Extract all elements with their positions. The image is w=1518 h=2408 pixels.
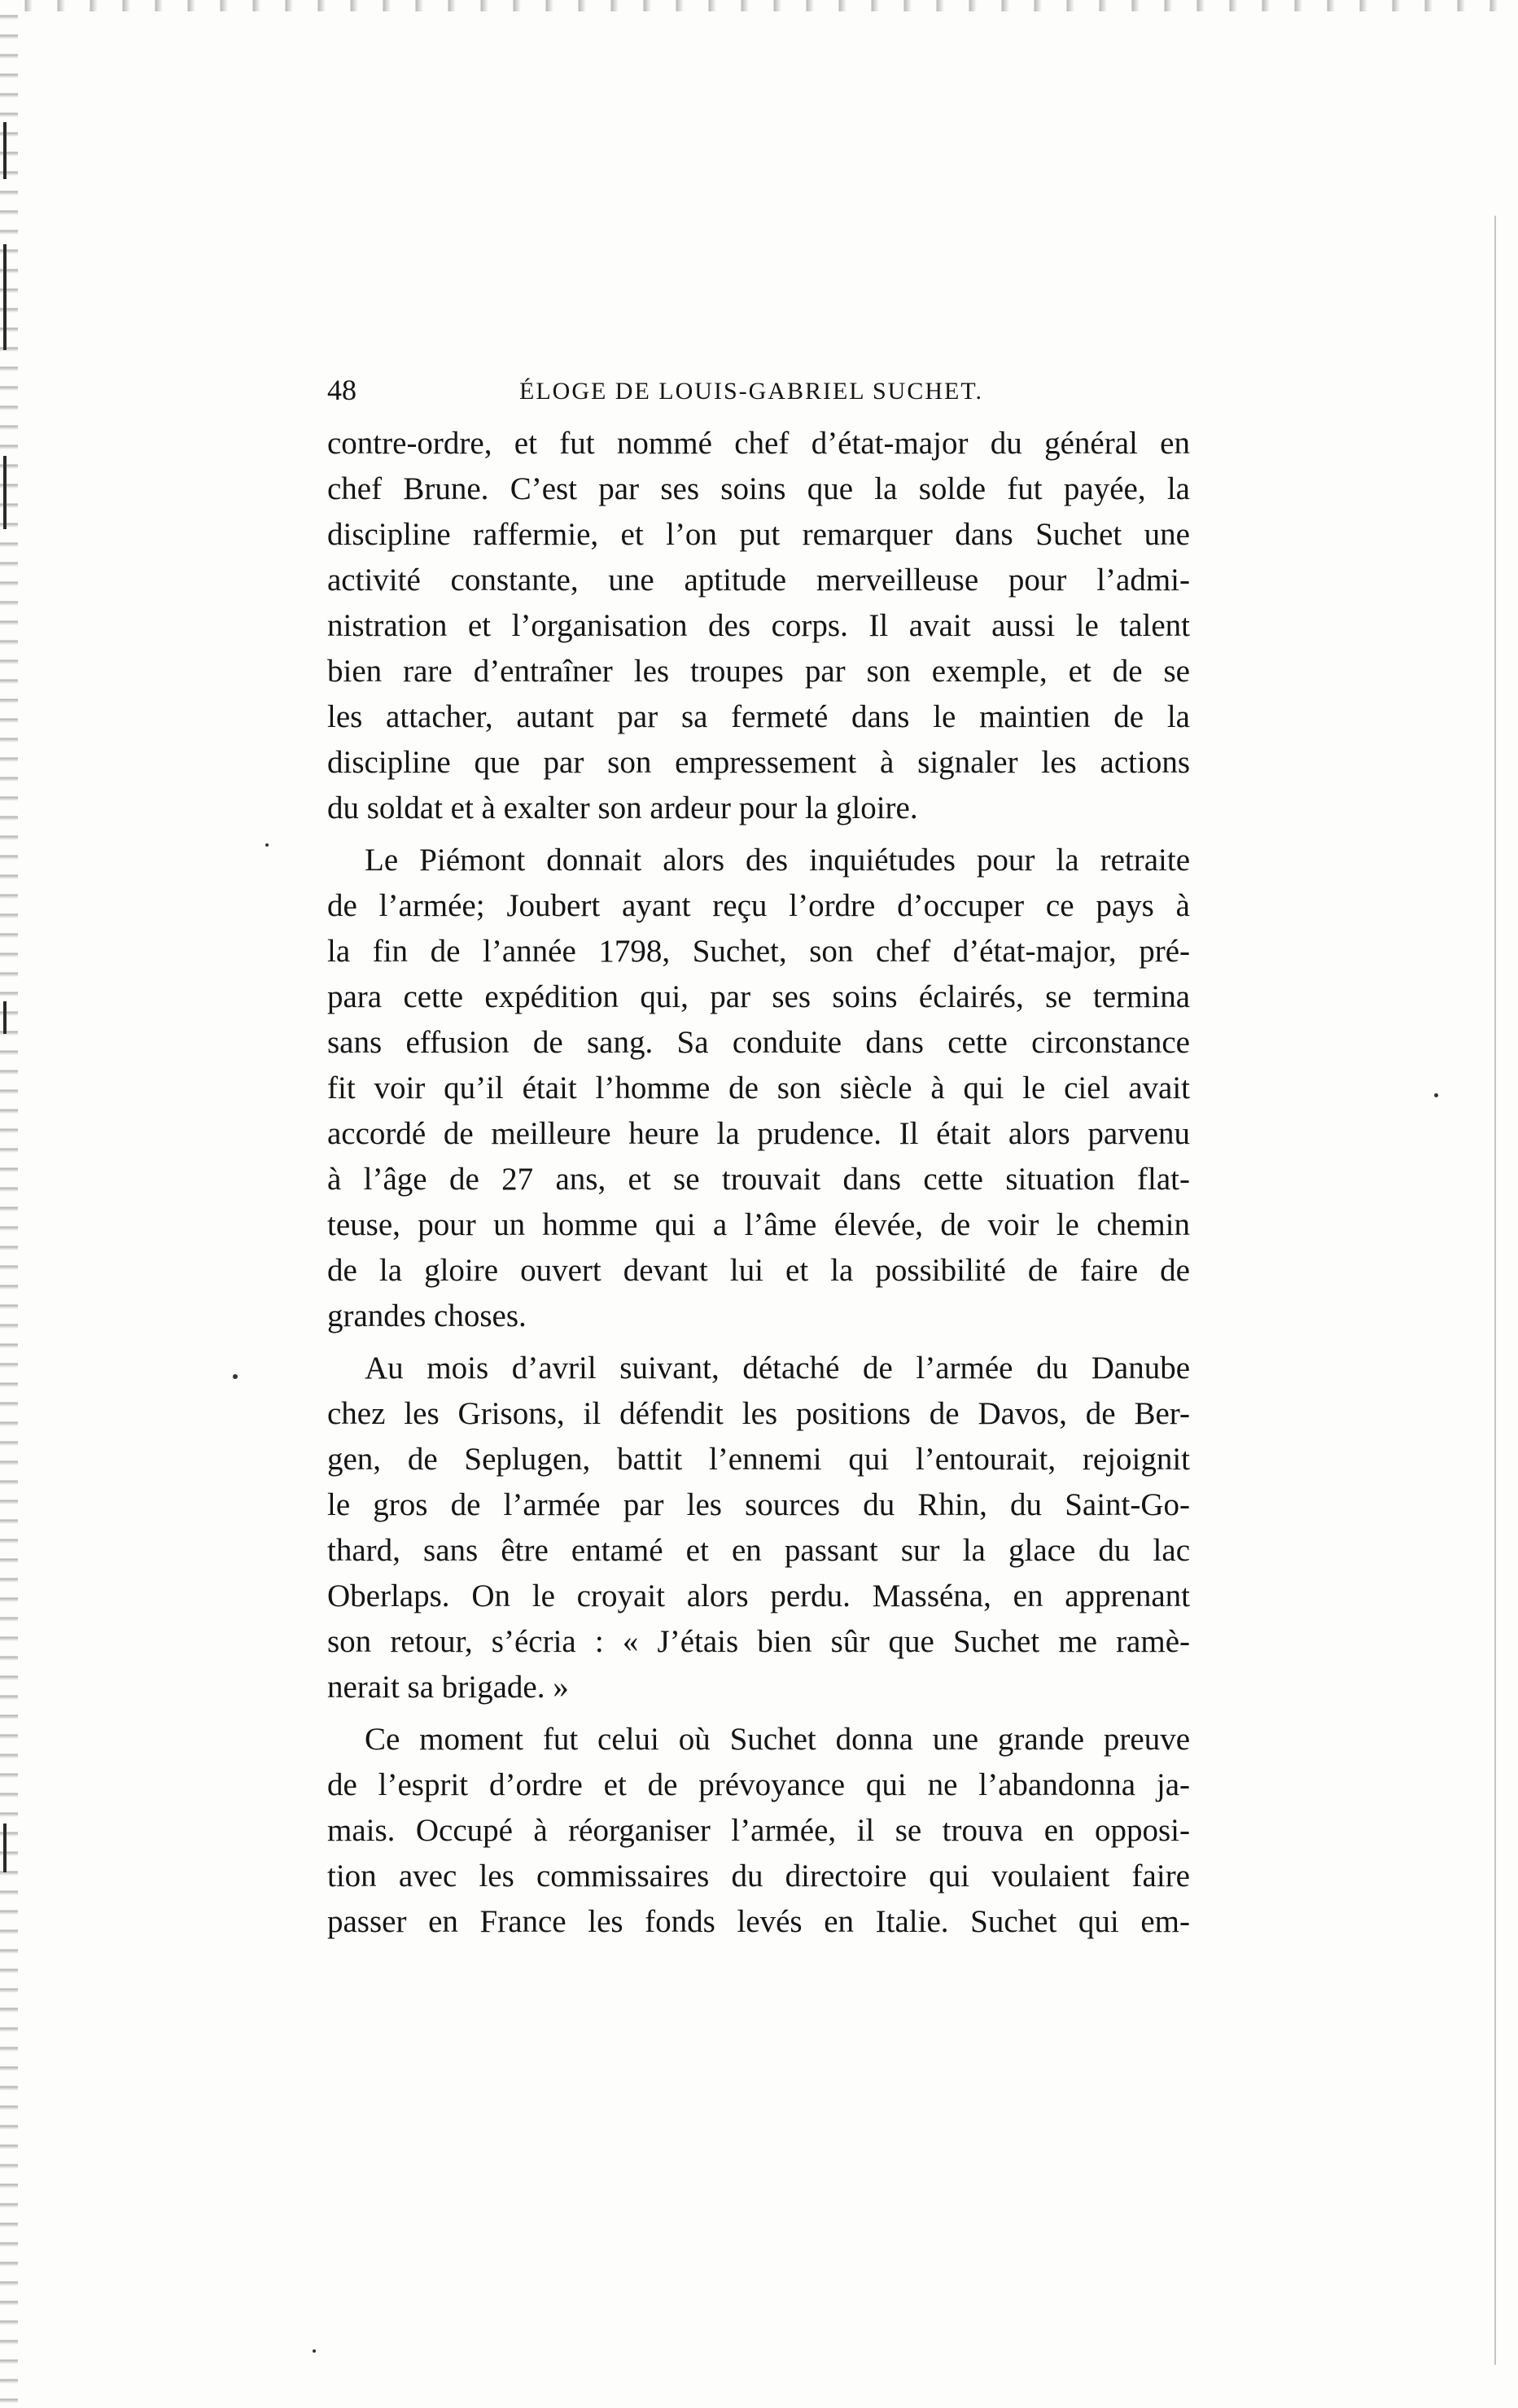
text-line: activité constante, une aptitude merveilleuse pour l’admi- [327, 563, 1190, 598]
paragraph [327, 421, 1190, 831]
text-line: mais. Occupé à réorganiser l’armée, il se trouva en opposi- [327, 1813, 1190, 1848]
scan-speck [265, 843, 269, 847]
page-header [327, 373, 1190, 422]
text-line: de la gloire ouvert devant lui et la possibilité de faire de [327, 1253, 1190, 1288]
text-line: nerait sa brigade. » [327, 1670, 569, 1705]
text-line: à l’âge de 27 ans, et se trouvait dans cette situation flat- [327, 1162, 1190, 1197]
text-line: grandes choses. [327, 1298, 527, 1333]
text-line: accordé de meilleure heure la prudence. Il était alors parvenu [327, 1116, 1190, 1151]
running-title: ÉLOGE DE LOUIS-GABRIEL SUCHET. [519, 378, 983, 405]
text-line: fit voir qu’il était l’homme de son siècle à qui le ciel avait [327, 1070, 1190, 1105]
text-line: la fin de l’année 1798, Suchet, son chef d’état-major, pré- [327, 934, 1190, 969]
text-line: Le Piémont donnait alors des inquiétudes pour la retraite [365, 843, 1190, 878]
text-line: gen, de Seplugen, battit l’ennemi qui l’entourait, rejoignit [327, 1442, 1190, 1477]
text-line: nistration et l’organisation des corps. Il avait aussi le talent [327, 608, 1190, 643]
text-line: tion avec les commissaires du directoire qui voulaient faire [327, 1859, 1190, 1894]
text-line: chez les Grisons, il défendit les positions de Davos, de Ber- [327, 1396, 1190, 1431]
body-text [327, 421, 1190, 1951]
paragraph [327, 1346, 1190, 1710]
text-line: Au mois d’avril suivant, détaché de l’armée du Danube [365, 1351, 1190, 1386]
scan-speck [313, 2349, 316, 2353]
text-line: thard, sans être entamé et en passant sur la glace du lac [327, 1533, 1190, 1568]
text-line: chef Brune. C’est par ses soins que la solde fut payée, la [327, 471, 1190, 506]
scan-right-rule [1494, 216, 1496, 2365]
scan-speck [233, 1374, 238, 1379]
text-line: passer en France les fonds levés en Italie. Suchet qui em- [327, 1904, 1190, 1939]
scan-binding-edge [0, 0, 18, 2408]
scan-top-edge [0, 0, 1518, 11]
text-line: bien rare d’entraîner les troupes par son exemple, et de se [327, 654, 1190, 689]
text-line: contre-ordre, et fut nommé chef d’état-major du général en [327, 426, 1190, 461]
text-line: discipline raffermie, et l’on put remarquer dans Suchet une [327, 517, 1190, 552]
text-line: du soldat et à exalter son ardeur pour la gloire. [327, 790, 918, 825]
binding-mark [3, 244, 7, 350]
binding-mark [3, 456, 7, 529]
text-line: para cette expédition qui, par ses soins éclairés, se termina [327, 979, 1190, 1014]
binding-mark [3, 1001, 7, 1034]
paragraph [327, 1717, 1190, 1945]
text-line: Oberlaps. On le croyait alors perdu. Masséna, en apprenant [327, 1578, 1190, 1613]
text-line: teuse, pour un homme qui a l’âme élevée, de voir le chemin [327, 1207, 1190, 1242]
text-line: le gros de l’armée par les sources du Rhin, du Saint-Go- [327, 1487, 1190, 1522]
binding-mark [3, 122, 7, 179]
scan-speck [1434, 1093, 1438, 1097]
text-line: Ce moment fut celui où Suchet donna une grande preuve [365, 1722, 1190, 1757]
page-number: 48 [327, 374, 357, 406]
paragraph [327, 838, 1190, 1339]
text-line: de l’armée; Joubert ayant reçu l’ordre d’occuper ce pays à [327, 888, 1190, 923]
text-line: sans effusion de sang. Sa conduite dans cette circonstance [327, 1025, 1190, 1060]
text-line: son retour, s’écria : « J’étais bien sûr que Suchet me ramè- [327, 1624, 1190, 1659]
text-line: discipline que par son empressement à signaler les actions [327, 745, 1190, 780]
text-line: de l’esprit d’ordre et de prévoyance qui ne l’abandonna ja- [327, 1767, 1190, 1802]
text-line: les attacher, autant par sa fermeté dans le maintien de la [327, 699, 1190, 734]
binding-mark [3, 1824, 7, 1872]
